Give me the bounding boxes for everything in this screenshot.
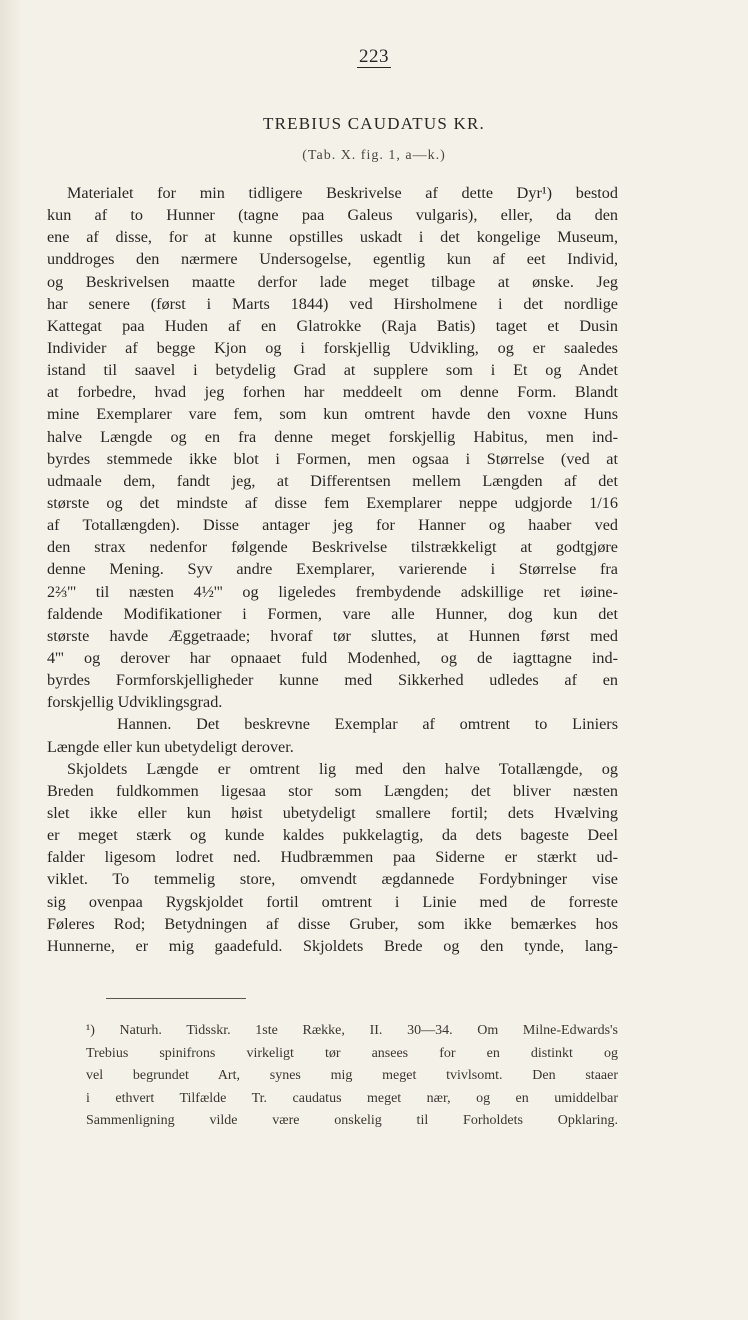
- text-line: Hannen. Det beskrevne Exemplar af omtrent to Liniers: [117, 715, 618, 734]
- text-line: istand til saavel i betydelig Grad at supplere som i Et og Andet: [47, 361, 618, 380]
- text-line: halve Længde og en fra denne meget forskjellig Habitus, men ind-: [47, 427, 618, 446]
- text-line: Længde eller kun ubetydeligt derover.: [47, 737, 294, 756]
- text-line: 4''' og derover har opnaaet fuld Modenhed, og de iagttagne ind-: [47, 648, 618, 667]
- text-line: Materialet for min tidligere Beskrivelse af dette Dyr¹) bestod: [67, 184, 618, 202]
- text-line: sig ovenpaa Rygskjoldet fortil omtrent i Linie med de forreste: [47, 892, 618, 911]
- figure-reference: (Tab. X. fig. 1, a—k.): [302, 148, 446, 163]
- page-number: 223: [359, 46, 389, 67]
- footnote-line: i ethvert Tilfælde Tr. caudatus meget nær, og en umiddelbar: [86, 1090, 618, 1106]
- text-line: mine Exemplarer vare fem, som kun omtrent havde den voxne Huns: [47, 405, 618, 424]
- footnote-line: Trebius spinifrons virkeligt tør ansees for en distinkt og: [86, 1045, 618, 1061]
- text-line: at forbedre, hvad jeg forhen har meddeelt om denne Form. Blandt: [47, 383, 618, 402]
- text-line: Føleres Rod; Betydningen af disse Gruber, som ikke bemærkes hos: [47, 914, 618, 933]
- text-line: slet ikke eller kun høist ubetydeligt smallere fortil; dets Hvælving: [47, 803, 618, 822]
- footnote: [60, 1020, 618, 1133]
- text-line: 2⅔''' til næsten 4½''' og ligeledes frembydende adskillige ret iøine-: [47, 582, 618, 601]
- text-line: Hunnerne, er mig gaadefuld. Skjoldets Brede og den tynde, lang-: [47, 936, 618, 955]
- page-binding-shadow: [0, 0, 22, 1320]
- text-line: af Totallængden). Disse antager jeg for Hanner og haaber ved: [47, 516, 618, 535]
- text-line: udmaale dem, fandt jeg, at Differentsen mellem Længden af det: [47, 471, 618, 490]
- footnote-line: Sammenligning vilde være onskelig til Forholdets Opklaring.: [86, 1113, 618, 1128]
- text-line: faldende Modifikationer i Formen, vare alle Hunner, dog kun det: [47, 604, 618, 623]
- text-line: Breden fuldkommen ligesaa stor som Længden; det bliver næsten: [47, 781, 618, 800]
- text-line: unddroges den nærmere Undersogelse, egentlig kun af eet Individ,: [47, 250, 618, 269]
- footnote-line: ¹) Naturh. Tidsskr. 1ste Række, II. 30—34. Om Milne-Edwards's: [86, 1023, 618, 1038]
- text-line: har senere (først i Marts 1844) ved Hirsholmene i det nordlige: [47, 294, 618, 313]
- text-line: ene af disse, for at kunne opstilles uskadt i det kongelige Museum,: [47, 228, 618, 247]
- text-line: byrdes Formforskjelligheder kunne med Sikkerhed udledes af en: [47, 671, 618, 690]
- text-line: falder ligesom lodret ned. Hudbræmmen paa Siderne er stærkt ud-: [47, 848, 618, 867]
- text-line: er meget stærk og kunde kaldes pukkelagtig, da dets bageste Deel: [47, 826, 618, 845]
- footnote-line: vel begrundet Art, synes mig meget tvivlsomt. Den staaer: [86, 1068, 618, 1083]
- text-line: forskjellig Udviklingsgrad.: [47, 693, 223, 712]
- text-line: Kattegat paa Huden af en Glatrokke (Raja Batis) taget et Dusin: [47, 316, 618, 335]
- text-line: Individer af begge Kjon og i forskjellig Udvikling, og er saaledes: [47, 338, 618, 357]
- text-line: denne Mening. Syv andre Exemplarer, varierende i Størrelse fra: [47, 560, 618, 579]
- text-line: største havde Æggetraade; hvoraf tør sluttes, at Hunnen først med: [47, 626, 618, 645]
- text-line: Skjoldets Længde er omtrent lig med den halve Totallængde, og: [67, 759, 618, 778]
- text-line: viklet. To temmelig store, omvendt ægdannede Fordybninger vise: [47, 870, 618, 889]
- footnote-divider: [106, 998, 246, 999]
- text-line: den strax nedenfor følgende Beskrivelse tilstrækkeligt at godtgjøre: [47, 538, 618, 557]
- article-title: TREBIUS CAUDATUS KR.: [263, 114, 485, 133]
- text-line: byrdes stemmede ikke blot i Formen, men ogsaa i Størrelse (ved at: [47, 449, 618, 468]
- text-line: og Beskrivelsen maatte derfor lade meget tilbage at ønske. Jeg: [47, 272, 618, 291]
- text-line: kun af to Hunner (tagne paa Galeus vulgaris), eller, da den: [47, 206, 618, 225]
- body-text: [47, 182, 618, 957]
- text-line: største og det mindste af disse fem Exemplarer neppe udgjorde 1/16: [47, 493, 618, 512]
